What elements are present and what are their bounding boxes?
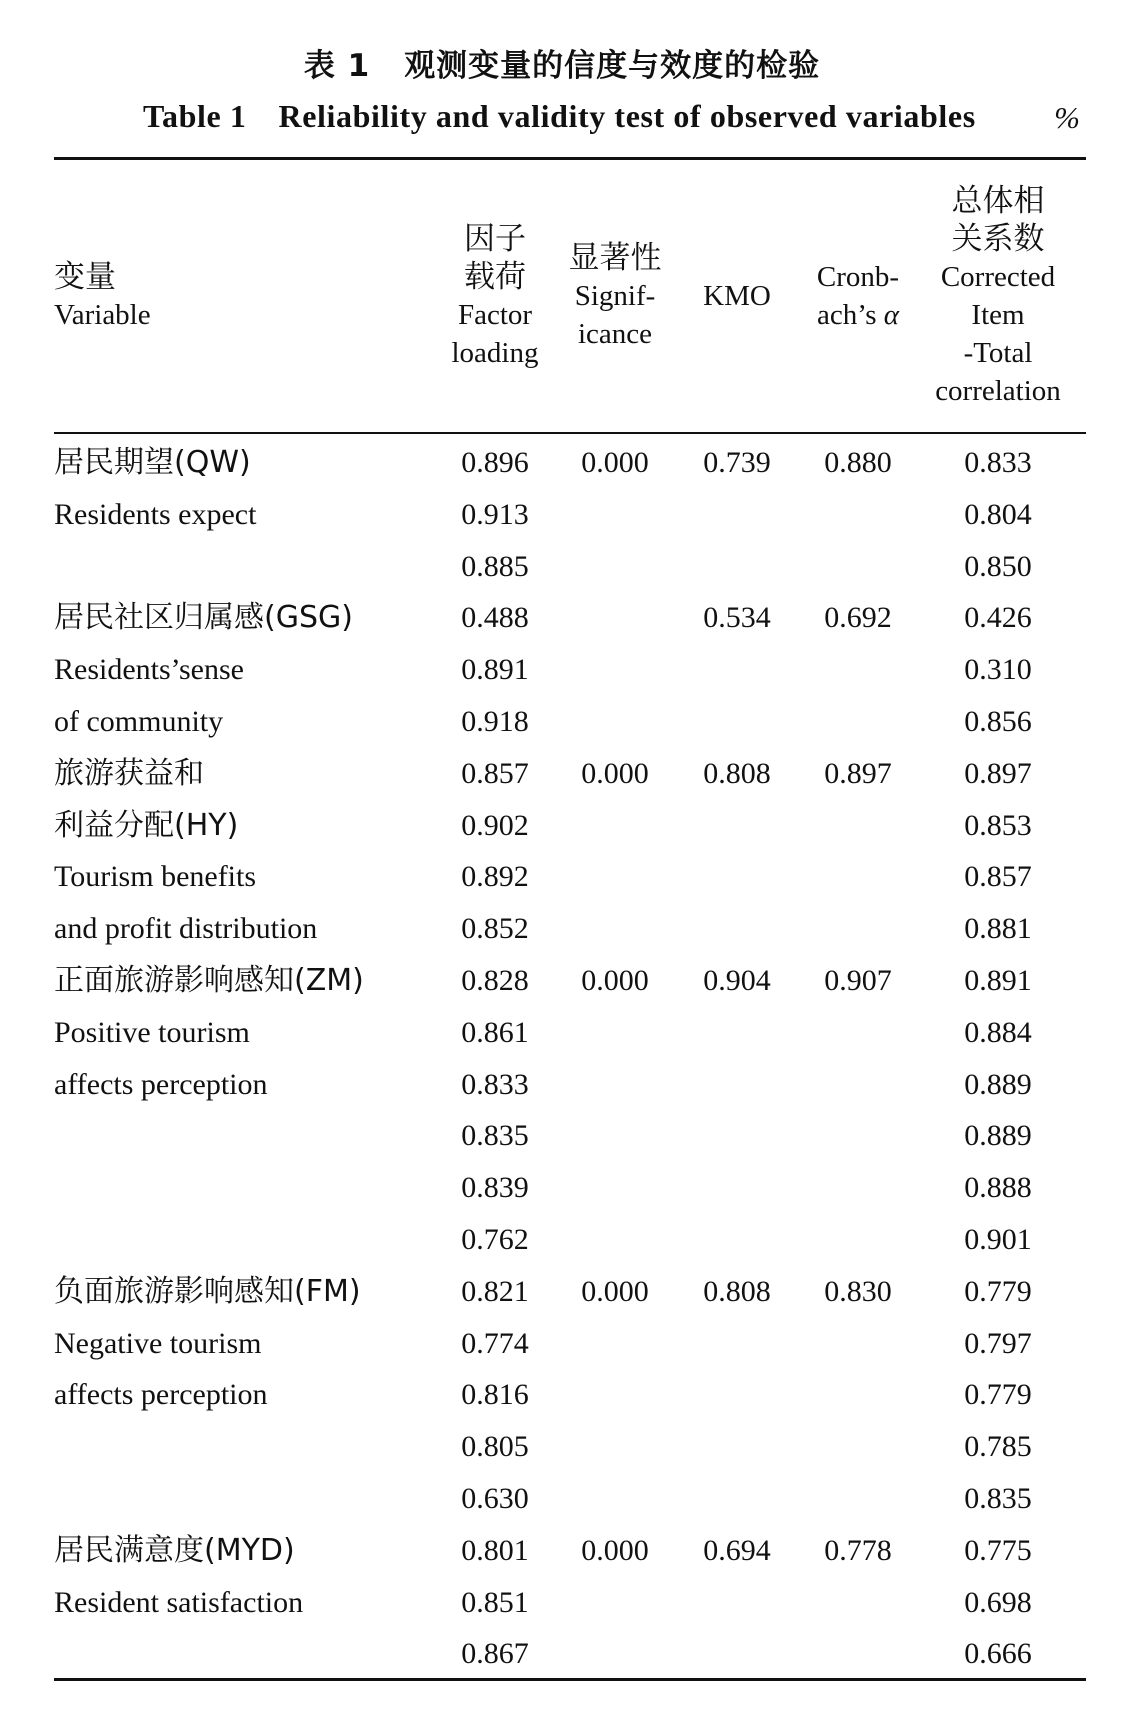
kmo-cell bbox=[682, 1421, 792, 1473]
header-variable-cn: 变量 bbox=[54, 259, 116, 295]
kmo-cell bbox=[682, 1628, 792, 1680]
significance-cell: 0.000 bbox=[581, 1274, 649, 1308]
kmo-cell bbox=[682, 696, 792, 748]
header-cronbach-alpha: α bbox=[883, 299, 900, 331]
kmo-cell: 0.904 bbox=[703, 964, 771, 997]
variable-cell: 居民满意度(MYD) bbox=[54, 1532, 295, 1568]
significance-cell bbox=[560, 1421, 670, 1473]
kmo-cell bbox=[682, 644, 792, 696]
kmo-cell bbox=[682, 1110, 792, 1162]
header-itc-en2: Item bbox=[971, 299, 1025, 331]
kmo-cell bbox=[682, 1214, 792, 1266]
item-total-correlation-cell: 0.889 bbox=[964, 1067, 1032, 1101]
item-total-correlation-cell: 0.881 bbox=[964, 912, 1032, 946]
header-significance bbox=[555, 160, 675, 432]
factor-loading-cell: 0.896 bbox=[461, 446, 529, 479]
significance-cell bbox=[560, 1110, 670, 1162]
variable-cell: 利益分配(HY) bbox=[54, 807, 239, 843]
table-row bbox=[0, 592, 1124, 644]
kmo-cell: 0.694 bbox=[703, 1533, 771, 1567]
cronbach-alpha-cell: 0.692 bbox=[824, 601, 892, 635]
factor-loading-cell: 0.833 bbox=[461, 1067, 529, 1101]
header-variable bbox=[54, 160, 394, 432]
variable-cell: Residents expect bbox=[54, 497, 257, 531]
factor-loading-cell: 0.828 bbox=[461, 964, 529, 997]
item-total-correlation-cell: 0.775 bbox=[964, 1533, 1032, 1567]
table-title-en: Reliability and validity test of observed variables bbox=[278, 98, 976, 134]
factor-loading-cell: 0.885 bbox=[461, 549, 529, 583]
table-row bbox=[0, 955, 1124, 1007]
item-total-correlation-cell: 0.889 bbox=[964, 1119, 1032, 1153]
significance-cell bbox=[560, 1369, 670, 1421]
header-factor-loading-en2: loading bbox=[451, 337, 539, 369]
item-total-correlation-cell: 0.797 bbox=[964, 1326, 1032, 1360]
table-row bbox=[0, 541, 1124, 593]
factor-loading-cell: 0.918 bbox=[461, 705, 529, 738]
significance-cell bbox=[560, 903, 670, 955]
table-row bbox=[0, 1318, 1124, 1370]
header-cronbach-en1: Cronb- bbox=[816, 261, 900, 293]
header-factor-loading-cn2: 载荷 bbox=[464, 259, 526, 295]
kmo-cell bbox=[682, 903, 792, 955]
table-row bbox=[0, 1525, 1124, 1577]
header-itc-en4: correlation bbox=[935, 375, 1061, 407]
factor-loading-cell: 0.805 bbox=[461, 1430, 529, 1464]
kmo-cell bbox=[682, 1318, 792, 1370]
cronbach-alpha-cell bbox=[803, 1059, 913, 1111]
item-total-correlation-cell: 0.835 bbox=[964, 1482, 1032, 1515]
header-kmo bbox=[682, 160, 792, 432]
factor-loading-cell: 0.902 bbox=[461, 808, 529, 842]
table-row bbox=[0, 1110, 1124, 1162]
significance-cell: 0.000 bbox=[581, 1533, 649, 1567]
kmo-cell: 0.808 bbox=[703, 756, 771, 790]
table-caption-cn bbox=[0, 40, 1124, 85]
significance-cell bbox=[560, 1628, 670, 1680]
variable-cell: 旅游获益和 bbox=[54, 755, 204, 791]
cronbach-alpha-cell: 0.778 bbox=[824, 1533, 892, 1567]
cronbach-alpha-cell: 0.830 bbox=[824, 1274, 892, 1308]
cronbach-alpha-cell bbox=[803, 1007, 913, 1059]
factor-loading-cell: 0.892 bbox=[461, 860, 529, 894]
significance-cell: 0.000 bbox=[581, 446, 649, 479]
cronbach-alpha-cell bbox=[803, 903, 913, 955]
cronbach-alpha-cell bbox=[803, 1110, 913, 1162]
table-row bbox=[0, 1628, 1124, 1680]
factor-loading-cell: 0.488 bbox=[461, 601, 529, 635]
table-row bbox=[0, 1369, 1124, 1421]
kmo-cell: 0.808 bbox=[703, 1274, 771, 1308]
header-factor-loading bbox=[440, 160, 550, 432]
header-cronbach bbox=[798, 160, 918, 432]
cronbach-alpha-cell: 0.907 bbox=[824, 964, 892, 997]
variable-cell: 正面旅游影响感知(ZM) bbox=[54, 963, 364, 998]
kmo-cell bbox=[682, 1577, 792, 1629]
significance-cell bbox=[560, 1007, 670, 1059]
significance-cell bbox=[560, 644, 670, 696]
header-kmo-en: KMO bbox=[703, 280, 771, 312]
item-total-correlation-cell: 0.310 bbox=[964, 653, 1032, 687]
cronbach-alpha-cell bbox=[803, 1214, 913, 1266]
variable-cell: 居民社区归属感(GSG) bbox=[54, 600, 353, 636]
table-row bbox=[0, 1421, 1124, 1473]
kmo-cell bbox=[682, 541, 792, 593]
variable-cell: affects perception bbox=[54, 1378, 268, 1412]
header-itc-en3: -Total bbox=[963, 337, 1033, 369]
cronbach-alpha-cell bbox=[803, 1421, 913, 1473]
item-total-correlation-cell: 0.857 bbox=[964, 860, 1032, 894]
factor-loading-cell: 0.867 bbox=[461, 1637, 529, 1671]
cronbach-alpha-cell bbox=[803, 696, 913, 748]
factor-loading-cell: 0.852 bbox=[461, 912, 529, 946]
table-caption-en bbox=[143, 98, 976, 135]
table-row bbox=[0, 1266, 1124, 1318]
header-itc-cn2: 关系数 bbox=[951, 221, 1045, 257]
significance-cell: 0.000 bbox=[581, 756, 649, 790]
kmo-cell bbox=[682, 1162, 792, 1214]
factor-loading-cell: 0.630 bbox=[461, 1482, 529, 1515]
cronbach-alpha-cell bbox=[803, 1628, 913, 1680]
variable-cell: 居民期望(QW) bbox=[54, 445, 251, 480]
kmo-cell: 0.739 bbox=[703, 446, 771, 479]
variable-cell: affects perception bbox=[54, 1067, 268, 1101]
header-item-total-correlation bbox=[928, 160, 1068, 432]
variable-cell: Positive tourism bbox=[54, 1015, 250, 1049]
variable-cell: Residents’sense bbox=[54, 653, 244, 687]
item-total-correlation-cell: 0.698 bbox=[964, 1585, 1032, 1619]
factor-loading-cell: 0.774 bbox=[461, 1326, 529, 1360]
factor-loading-cell: 0.857 bbox=[461, 756, 529, 790]
factor-loading-cell: 0.861 bbox=[461, 1015, 529, 1049]
variable-cell: Tourism benefits bbox=[54, 860, 257, 894]
header-itc-cn1: 总体相 bbox=[951, 183, 1045, 219]
significance-cell bbox=[560, 541, 670, 593]
item-total-correlation-cell: 0.884 bbox=[964, 1015, 1032, 1049]
cronbach-alpha-cell bbox=[803, 644, 913, 696]
factor-loading-cell: 0.835 bbox=[461, 1119, 529, 1153]
table-row bbox=[0, 1473, 1124, 1525]
significance-cell bbox=[560, 800, 670, 852]
table-row bbox=[0, 851, 1124, 903]
variable-cell: of community bbox=[54, 705, 224, 738]
cronbach-alpha-cell bbox=[803, 800, 913, 852]
table-row bbox=[0, 1007, 1124, 1059]
significance-cell bbox=[560, 851, 670, 903]
item-total-correlation-cell: 0.804 bbox=[964, 497, 1032, 531]
table-row bbox=[0, 1214, 1124, 1266]
table-row bbox=[0, 800, 1124, 852]
variable-cell: and profit distribution bbox=[54, 912, 318, 946]
header-variable-en: Variable bbox=[54, 299, 151, 331]
kmo-cell bbox=[682, 1473, 792, 1525]
item-total-correlation-cell: 0.785 bbox=[964, 1430, 1032, 1464]
item-total-correlation-cell: 0.856 bbox=[964, 705, 1032, 738]
item-total-correlation-cell: 0.891 bbox=[964, 964, 1032, 997]
factor-loading-cell: 0.821 bbox=[461, 1274, 529, 1308]
table-title-cn: 观测变量的信度与效度的检验 bbox=[404, 48, 821, 84]
table-row bbox=[0, 489, 1124, 541]
variable-cell: Negative tourism bbox=[54, 1326, 262, 1360]
kmo-cell bbox=[682, 489, 792, 541]
variable-cell: Resident satisfaction bbox=[54, 1585, 304, 1619]
table-row bbox=[0, 748, 1124, 800]
item-total-correlation-cell: 0.426 bbox=[964, 601, 1032, 635]
significance-cell bbox=[560, 696, 670, 748]
factor-loading-cell: 0.851 bbox=[461, 1585, 529, 1619]
header-factor-loading-cn1: 因子 bbox=[464, 221, 526, 257]
header-rule bbox=[54, 432, 1086, 434]
kmo-cell bbox=[682, 851, 792, 903]
item-total-correlation-cell: 0.666 bbox=[964, 1637, 1032, 1671]
cronbach-alpha-cell: 0.880 bbox=[824, 446, 892, 479]
significance-cell bbox=[560, 489, 670, 541]
item-total-correlation-cell: 0.853 bbox=[964, 808, 1032, 842]
table-row bbox=[0, 1162, 1124, 1214]
table-number-cn: 表 1 bbox=[303, 48, 371, 84]
variable-cell: 负面旅游影响感知(FM) bbox=[54, 1273, 361, 1309]
significance-cell bbox=[560, 1473, 670, 1525]
factor-loading-cell: 0.891 bbox=[461, 653, 529, 687]
cronbach-alpha-cell bbox=[803, 1162, 913, 1214]
item-total-correlation-cell: 0.888 bbox=[964, 1171, 1032, 1205]
cronbach-alpha-cell bbox=[803, 1318, 913, 1370]
bottom-rule bbox=[54, 1678, 1086, 1681]
item-total-correlation-cell: 0.850 bbox=[964, 549, 1032, 583]
table-row bbox=[0, 644, 1124, 696]
table-row bbox=[0, 696, 1124, 748]
factor-loading-cell: 0.839 bbox=[461, 1171, 529, 1205]
header-significance-en1: Signif- bbox=[574, 280, 656, 312]
significance-cell bbox=[560, 1214, 670, 1266]
table-number-en: Table 1 bbox=[143, 98, 247, 134]
cronbach-alpha-cell bbox=[803, 851, 913, 903]
header-itc-en1: Corrected bbox=[940, 261, 1056, 293]
item-total-correlation-cell: 0.833 bbox=[964, 446, 1032, 479]
cronbach-alpha-cell: 0.897 bbox=[824, 756, 892, 790]
header-factor-loading-en1: Factor bbox=[457, 299, 533, 331]
cronbach-alpha-cell bbox=[803, 1473, 913, 1525]
kmo-cell bbox=[682, 1059, 792, 1111]
kmo-cell: 0.534 bbox=[703, 601, 771, 635]
factor-loading-cell: 0.913 bbox=[461, 497, 529, 531]
table-row bbox=[0, 903, 1124, 955]
kmo-cell bbox=[682, 1007, 792, 1059]
header-cronbach-en2-line bbox=[817, 296, 899, 334]
cronbach-alpha-cell bbox=[803, 1577, 913, 1629]
header-cronbach-en2: ach’s bbox=[816, 299, 877, 331]
item-total-correlation-cell: 0.901 bbox=[964, 1223, 1032, 1256]
factor-loading-cell: 0.801 bbox=[461, 1533, 529, 1567]
significance-cell bbox=[560, 1059, 670, 1111]
significance-cell bbox=[560, 1318, 670, 1370]
kmo-cell bbox=[682, 800, 792, 852]
header-significance-en2: icance bbox=[577, 318, 653, 350]
significance-cell bbox=[560, 1577, 670, 1629]
table-row bbox=[0, 1059, 1124, 1111]
cronbach-alpha-cell bbox=[803, 1369, 913, 1421]
cronbach-alpha-cell bbox=[803, 489, 913, 541]
factor-loading-cell: 0.816 bbox=[461, 1378, 529, 1412]
significance-cell: 0.000 bbox=[581, 964, 649, 997]
item-total-correlation-cell: 0.897 bbox=[964, 756, 1032, 790]
cronbach-alpha-cell bbox=[803, 541, 913, 593]
unit-label: % bbox=[1054, 100, 1080, 135]
header-significance-cn: 显著性 bbox=[568, 240, 662, 276]
item-total-correlation-cell: 0.779 bbox=[964, 1274, 1032, 1308]
table-row bbox=[0, 437, 1124, 489]
table-row bbox=[0, 1577, 1124, 1629]
significance-cell bbox=[560, 592, 670, 644]
factor-loading-cell: 0.762 bbox=[461, 1223, 529, 1256]
kmo-cell bbox=[682, 1369, 792, 1421]
significance-cell bbox=[560, 1162, 670, 1214]
item-total-correlation-cell: 0.779 bbox=[964, 1378, 1032, 1412]
